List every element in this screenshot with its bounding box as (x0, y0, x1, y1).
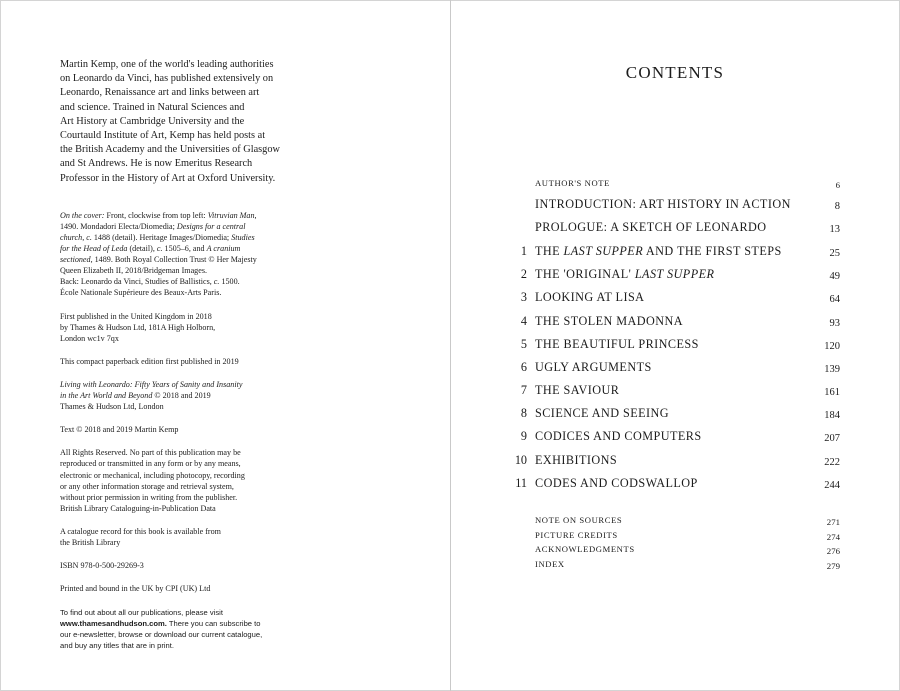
cover-line: 1490. Mondadori Electa/Diomedia; Designs for a central (60, 221, 246, 231)
toc-entry-title: THE STOLEN MADONNA (535, 314, 684, 328)
isbn (60, 560, 310, 571)
text-copyright (60, 424, 310, 435)
bio-line: and St Andrews. He is now Emeritus Research (60, 158, 253, 170)
toc-entry-title: AUTHOR'S NOTE (535, 178, 610, 188)
bio-line: the British Academy and the Universities of Glasgow (60, 144, 280, 156)
toc-entry-title: CODICES AND COMPUTERS (535, 429, 702, 443)
contents-title: CONTENTS (625, 63, 725, 82)
toc-entry-title: THE BEAUTIFUL PRINCESS (535, 337, 699, 351)
cover-line: Queen Elizabeth II, 2018/Bridgeman Images. (60, 266, 207, 276)
cover-line: École Nationale Supérieure des Beaux-Arts Paris. (60, 288, 222, 298)
toc-entry-title: THE LAST SUPPER AND THE FIRST STEPS (535, 244, 782, 258)
cover-line: church, c. 1488 (detail). Heritage Images/Diomedia; Studies (60, 233, 255, 243)
toc-chapter-number: 3 (520, 290, 527, 304)
publisher-website-link[interactable]: www.thamesandhudson.com. (60, 619, 167, 629)
bio-line: Leonardo, Renaissance art and links between art (60, 87, 260, 99)
cover-line: Back: Leonardo da Vinci, Studies of Ballistics, c. 1500. (60, 277, 240, 287)
page-gutter (450, 0, 451, 691)
catalogue-line: A catalogue record for this book is available from (60, 526, 221, 536)
cover-credit (60, 210, 310, 299)
toc-page-number: 161 (824, 387, 840, 398)
toc-chapter-item (505, 453, 840, 471)
toc-entry-title: LOOKING AT LISA (535, 290, 645, 304)
rights-line: electronic or mechanical, including photocopy, recording (60, 470, 245, 480)
toc-chapter-item (505, 360, 840, 378)
toc-chapter-number: 5 (520, 337, 527, 351)
copyright-page (60, 58, 310, 651)
rights-line: or any other information storage and retrieval system, (60, 481, 234, 491)
toc-entry-title: PROLOGUE: A SKETCH OF LEONARDO (535, 220, 767, 234)
bio-line: Professor in the History of Art at Oxford University. (60, 172, 276, 184)
toc-chapter-item (505, 383, 840, 401)
text-copyright-line: Text © 2018 and 2019 Martin Kemp (60, 425, 179, 435)
first-published-line: First published in the United Kingdom in 2018 (60, 311, 212, 321)
printed-by (60, 583, 310, 594)
cover-line: On the cover: Front, clockwise from top left: Vitruvian Man, (60, 210, 257, 220)
toc-page-number: 13 (829, 224, 840, 235)
toc-page-number: 276 (826, 546, 840, 556)
toc-entry-title: PICTURE CREDITS (535, 530, 618, 540)
title-copyright (60, 379, 310, 412)
toc-page-number: 271 (826, 517, 840, 527)
toc-page-number: 184 (824, 410, 840, 421)
first-published (60, 311, 310, 344)
isbn-line: ISBN 978-0-500-29269-3 (60, 561, 144, 571)
bio-line: Courtauld Institute of Art, Kemp has held posts at (60, 130, 266, 142)
toc-intro-item (505, 220, 840, 238)
author-bio (60, 58, 310, 186)
toc-chapter-number: 4 (520, 314, 527, 328)
toc-front-matter-item (505, 178, 840, 196)
bio-line: Martin Kemp, one of the world's leading authorities (60, 59, 274, 70)
cover-line: sectioned, 1489. Both Royal Collection Trust © Her Majesty (60, 255, 257, 265)
rights-line: All Rights Reserved. No part of this publication may be (60, 448, 241, 458)
toc-entry-title: NOTE ON SOURCES (535, 515, 623, 525)
toc-entry-title: INDEX (535, 559, 565, 569)
toc-chapter-number: 2 (520, 267, 527, 281)
toc-page-number: 6 (835, 180, 840, 190)
toc-chapter-item (505, 267, 840, 285)
bio-line: on Leonardo da Vinci, has published extensively on (60, 73, 274, 85)
printed-line: Printed and bound in the UK by CPI (UK) Ltd (60, 584, 211, 594)
title-copyright-line: Thames & Hudson Ltd, London (60, 402, 164, 412)
toc-entry-title: EXHIBITIONS (535, 453, 618, 467)
rights-reserved (60, 447, 310, 514)
toc-chapter-number: 9 (520, 429, 527, 443)
publisher-notice-line: To find out about all our publications, please visit (60, 608, 223, 618)
toc-entry-title: INTRODUCTION: ART HISTORY IN ACTION (535, 197, 791, 211)
title-copyright-line: Living with Leonardo: Fifty Years of Sanity and Insanity (60, 379, 243, 389)
toc-page-number: 8 (834, 201, 840, 212)
publisher-notice (60, 607, 310, 651)
rights-line: reproduced or transmitted in any form or by any means, (60, 459, 241, 469)
cover-line: for the Head of Leda (detail), c. 1505–6, and A cranium (60, 244, 241, 254)
compact-edition-line: This compact paperback edition first published in 2019 (60, 356, 239, 366)
toc-entry-title: CODES AND CODSWALLOP (535, 476, 698, 490)
toc-chapter-item (505, 244, 840, 262)
toc-entry-title: THE 'ORIGINAL' LAST SUPPER (535, 267, 715, 281)
toc-page-number: 207 (824, 433, 840, 444)
first-published-line: London wc1v 7qx (60, 333, 119, 343)
toc-entry-title: UGLY ARGUMENTS (535, 360, 652, 374)
toc-chapter-item (505, 429, 840, 447)
publisher-notice-line: www.thamesandhudson.com. There you can subscribe to (60, 619, 261, 629)
toc-page-number: 274 (826, 532, 840, 542)
toc-page-number: 93 (829, 318, 840, 329)
rights-line: British Library Cataloguing-in-Publication Data (60, 503, 216, 513)
toc-page-number: 49 (829, 271, 840, 282)
toc-chapter-item (505, 406, 840, 424)
toc-chapter-number: 6 (520, 360, 527, 374)
toc-chapter-item (505, 314, 840, 332)
toc-chapter-item (505, 476, 840, 494)
title-copyright-line: in the Art World and Beyond © 2018 and 2019 (60, 391, 211, 401)
toc-back-matter-item (505, 559, 840, 577)
publisher-notice-line: and buy any titles that are in print. (60, 641, 174, 651)
rights-line: without prior permission in writing from the publisher. (60, 492, 238, 502)
toc-intro-item (505, 197, 840, 215)
toc-chapter-number: 7 (520, 383, 527, 397)
toc-page-number: 139 (824, 364, 840, 375)
toc-chapter-item (505, 337, 840, 355)
compact-edition (60, 356, 310, 367)
toc-chapter-item (505, 290, 840, 308)
bio-line: and science. Trained in Natural Sciences and (60, 101, 245, 113)
toc-page-number: 222 (824, 457, 840, 468)
toc-entry-title: THE SAVIOUR (535, 383, 620, 397)
toc-chapter-number: 1 (520, 244, 527, 258)
toc-page-number: 244 (824, 480, 840, 491)
toc-entry-title: SCIENCE AND SEEING (535, 406, 670, 420)
first-published-line: by Thames & Hudson Ltd, 181A High Holborn, (60, 322, 216, 332)
toc-page-number: 25 (829, 248, 840, 259)
toc-entry-title: ACKNOWLEDGMENTS (535, 544, 635, 554)
toc-chapter-number: 8 (520, 406, 527, 420)
bio-line: Art History at Cambridge University and the (60, 115, 245, 127)
toc-page-number: 64 (829, 294, 840, 305)
publisher-notice-line: our e-newsletter, browse or download our current catalogue, (60, 630, 263, 640)
toc-chapter-number: 11 (515, 476, 527, 490)
catalogue-line: the British Library (60, 537, 121, 547)
toc-chapter-number: 10 (514, 453, 527, 467)
toc-page-number: 120 (824, 341, 840, 352)
catalogue-record (60, 526, 310, 548)
toc-page-number: 279 (826, 561, 840, 571)
